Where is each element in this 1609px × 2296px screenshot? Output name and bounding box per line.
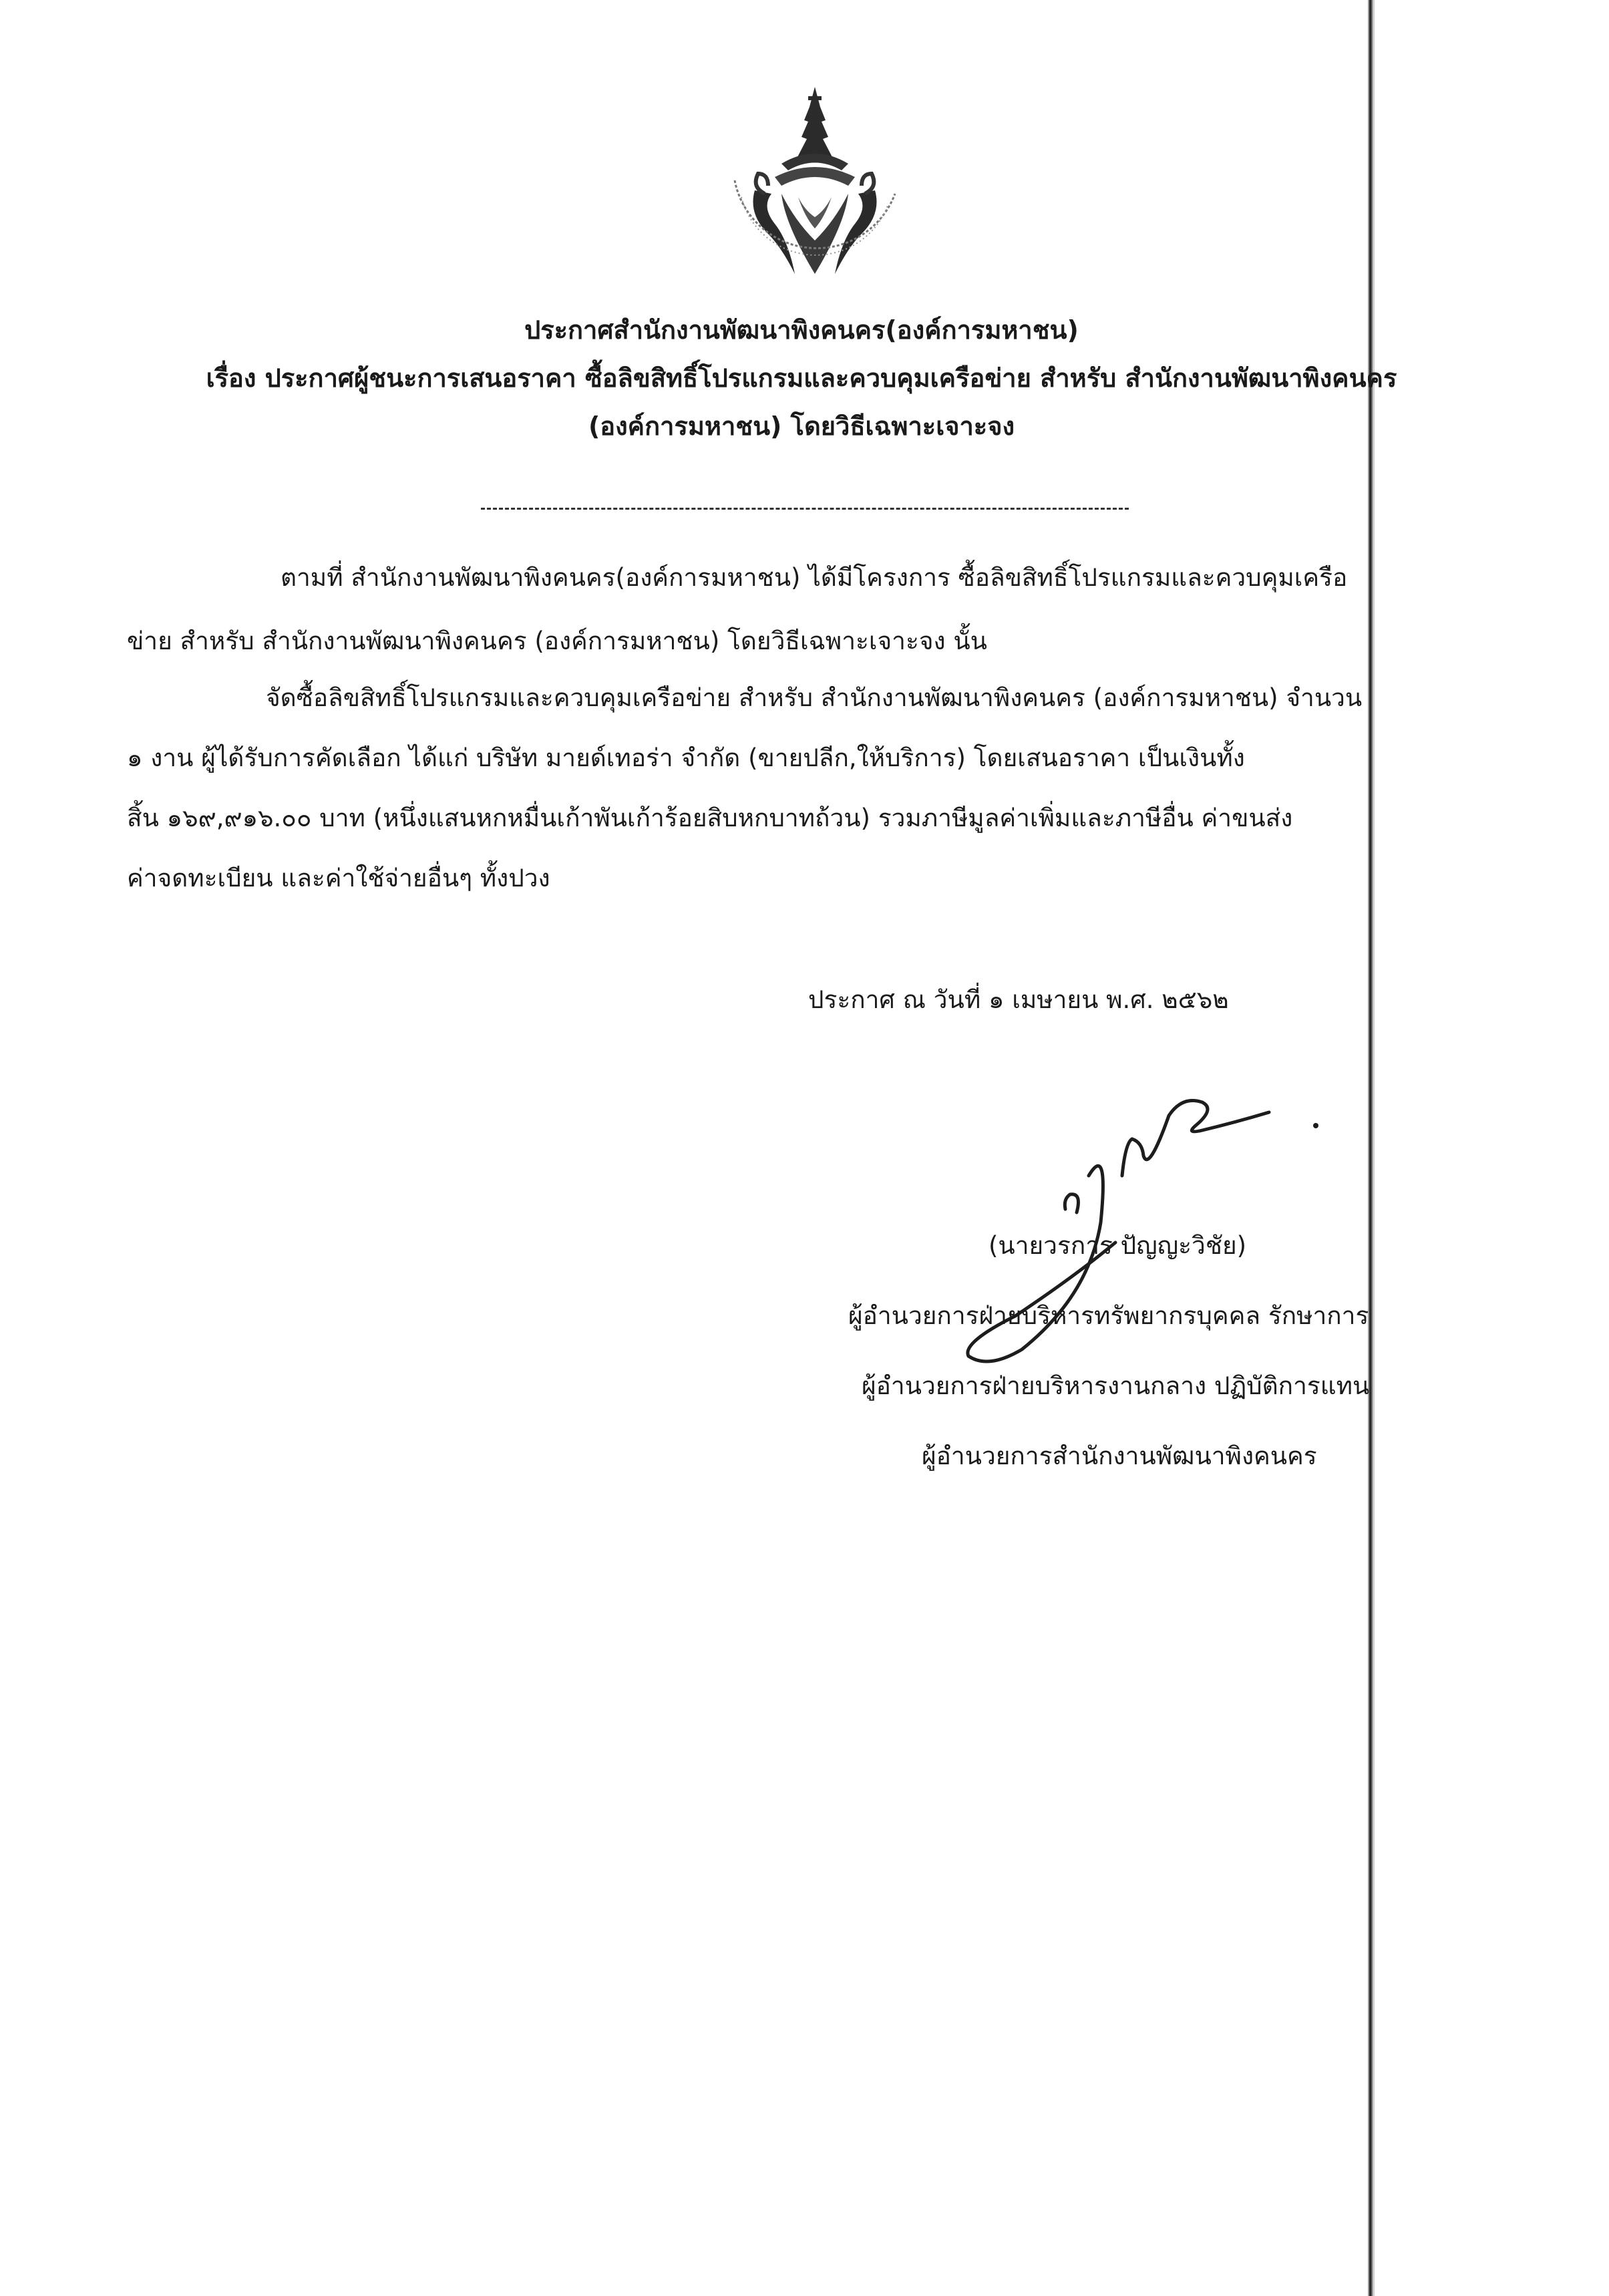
heading-line-2: เรื่อง ประกาศผู้ชนะการเสนอราคา ซื้อลิขสิทธิ์โปรแกรมและควบคุมเครือข่าย สำหรับ สำนักงานพัฒนาพิงคนคร <box>206 363 1397 393</box>
signatory-position-3: ผู้อำนวยการสำนักงานพัฒนาพิงคนคร <box>922 1442 1317 1470</box>
signatory-position-1: ผู้อำนวยการฝ่ายบริหารทรัพยากรบุคคล รักษาการ <box>848 1301 1369 1330</box>
signatory-position-2: ผู้อำนวยการฝ่ายบริหารงานกลาง ปฏิบัติการแทน <box>862 1371 1370 1400</box>
signatory-name: (นายวรการ ปัญญะวิชัย) <box>989 1231 1247 1260</box>
announcement-date: ประกาศ ณ วันที่ ๑ เมษายน พ.ศ. ๒๕๖๒ <box>808 985 1229 1014</box>
announcement-heading <box>100 306 1503 441</box>
heading-line-3: (องค์การมหาชน) โดยวิธีเฉพาะเจาะจง <box>588 412 1015 441</box>
paragraph-2-line-1: จัดซื้อลิขสิทธิ์โปรแกรมและควบคุมเครือข่าย สำหรับ สำนักงานพัฒนาพิงคนคร (องค์การมหาชน) จำนวน <box>266 683 1363 712</box>
heading-line-1: ประกาศสำนักงานพัฒนาพิงคนคร(องค์การมหาชน) <box>524 315 1079 345</box>
paragraph-1-line-2: ข่าย สำหรับ สำนักงานพัฒนาพิงคนคร (องค์การมหาชน) โดยวิธีเฉพาะเจาะจง นั้น <box>127 627 987 655</box>
paragraph-2-line-2: ๑ งาน ผู้ได้รับการคัดเลือก ได้แก่ บริษัท มายด์เทอร่า จำกัด (ขายปลีก,ให้บริการ) โดยเสนอราคา เป็นเงินทั้ง <box>127 744 1245 772</box>
paragraph-2-line-3: สิ้น ๑๖๙,๙๑๖.๐๐ บาท (หนึ่งแสนหกหมื่นเก้าพันเก้าร้อยสิบหกบาทถ้วน) รวมภาษีมูลค่าเพิ่มและภาษีอื่น ค่าขนส่ง <box>127 804 1293 832</box>
agency-logo <box>708 80 922 301</box>
paragraph-1-line-1: ตามที่ สำนักงานพัฒนาพิงคนคร(องค์การมหาชน) ได้มีโครงการ ซื้อลิขสิทธิ์โปรแกรมและควบคุมเครือ <box>281 563 1348 592</box>
paragraph-2-line-4: ค่าจดทะเบียน และค่าใช้จ่ายอื่นๆ ทั้งปวง <box>127 864 550 892</box>
divider-dashes <box>481 508 1129 510</box>
